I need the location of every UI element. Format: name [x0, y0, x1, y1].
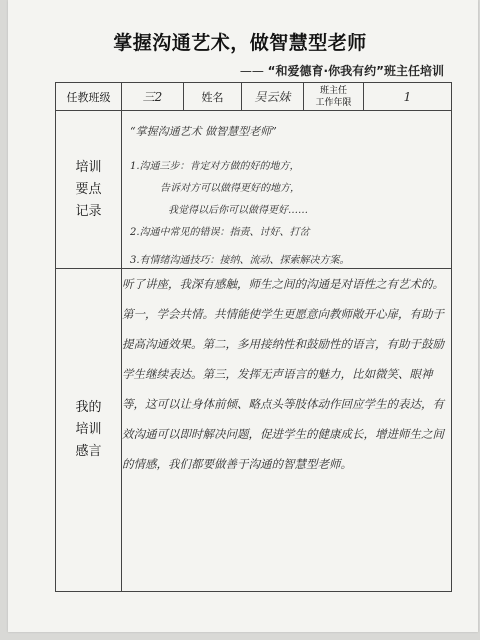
note-line: 我觉得以后你可以做得更好…… — [168, 205, 308, 216]
tenure-value: 1 — [364, 83, 452, 111]
class-value: 三2 — [122, 83, 184, 111]
tenure-label-line2: 工作年限 — [315, 97, 352, 108]
notes-label-line: 要点 — [75, 181, 102, 197]
notes-area — [122, 111, 451, 268]
notes-label-line: 记录 — [75, 203, 102, 219]
note-line: 1.沟通三步：肯定对方做的好的地方， — [130, 161, 300, 172]
tenure-label-line1: 班主任 — [319, 85, 347, 96]
reflection-row — [56, 269, 452, 592]
name-value: 吴云妹 — [242, 83, 304, 111]
tenure-label — [304, 83, 364, 111]
note-line: 2.沟通中常见的错误：指责、讨好、打岔 — [130, 227, 310, 238]
reflection-label-line: 感言 — [75, 444, 102, 459]
reflection-text: 听了讲座，我深有感触，师生之间的沟通是对语性之有艺术的。第一，学会共情。共情能使学生更愿意向教师敞开心扉，有助于提高沟通效果。第二，多用接纳性和鼓励性的语言，有助于鼓励学生继续表达。第三，发挥无声语言的魅力，比如微笑、眼神等，这可以让身体前倾、略点头等肢体动作回应学生的表达，有效沟通可以即时解决问题，促进学生的健康成长，增进师生之间的情感，我们都要做善于沟通的智慧型老师。 — [122, 269, 452, 592]
training-form-table — [55, 82, 452, 592]
note-line: 告诉对方可以做得更好的地方， — [160, 183, 300, 194]
notes-label — [56, 111, 122, 269]
reflection-label — [56, 269, 122, 592]
note-line: “掌握沟通艺术 做智慧型老师” — [130, 125, 277, 138]
reflection-label-line: 我的 — [75, 400, 102, 415]
subtitle-dash: —— — [239, 64, 264, 78]
page-title: 掌握沟通艺术，做智慧型老师 — [113, 32, 367, 54]
class-label: 任教班级 — [56, 83, 122, 111]
name-label: 姓名 — [184, 83, 242, 111]
notes-label-line: 培训 — [75, 159, 102, 175]
page-subtitle — [240, 62, 444, 79]
subtitle-text: “和爱德育·你我有约”班主任培训 — [267, 64, 444, 78]
notes-content — [122, 111, 452, 269]
notes-row — [56, 111, 452, 269]
note-line: 3.有情绪沟通技巧：接纳、流动、探索解决方案。 — [130, 255, 350, 266]
reflection-label-line: 培训 — [75, 422, 102, 437]
info-row — [56, 83, 452, 111]
